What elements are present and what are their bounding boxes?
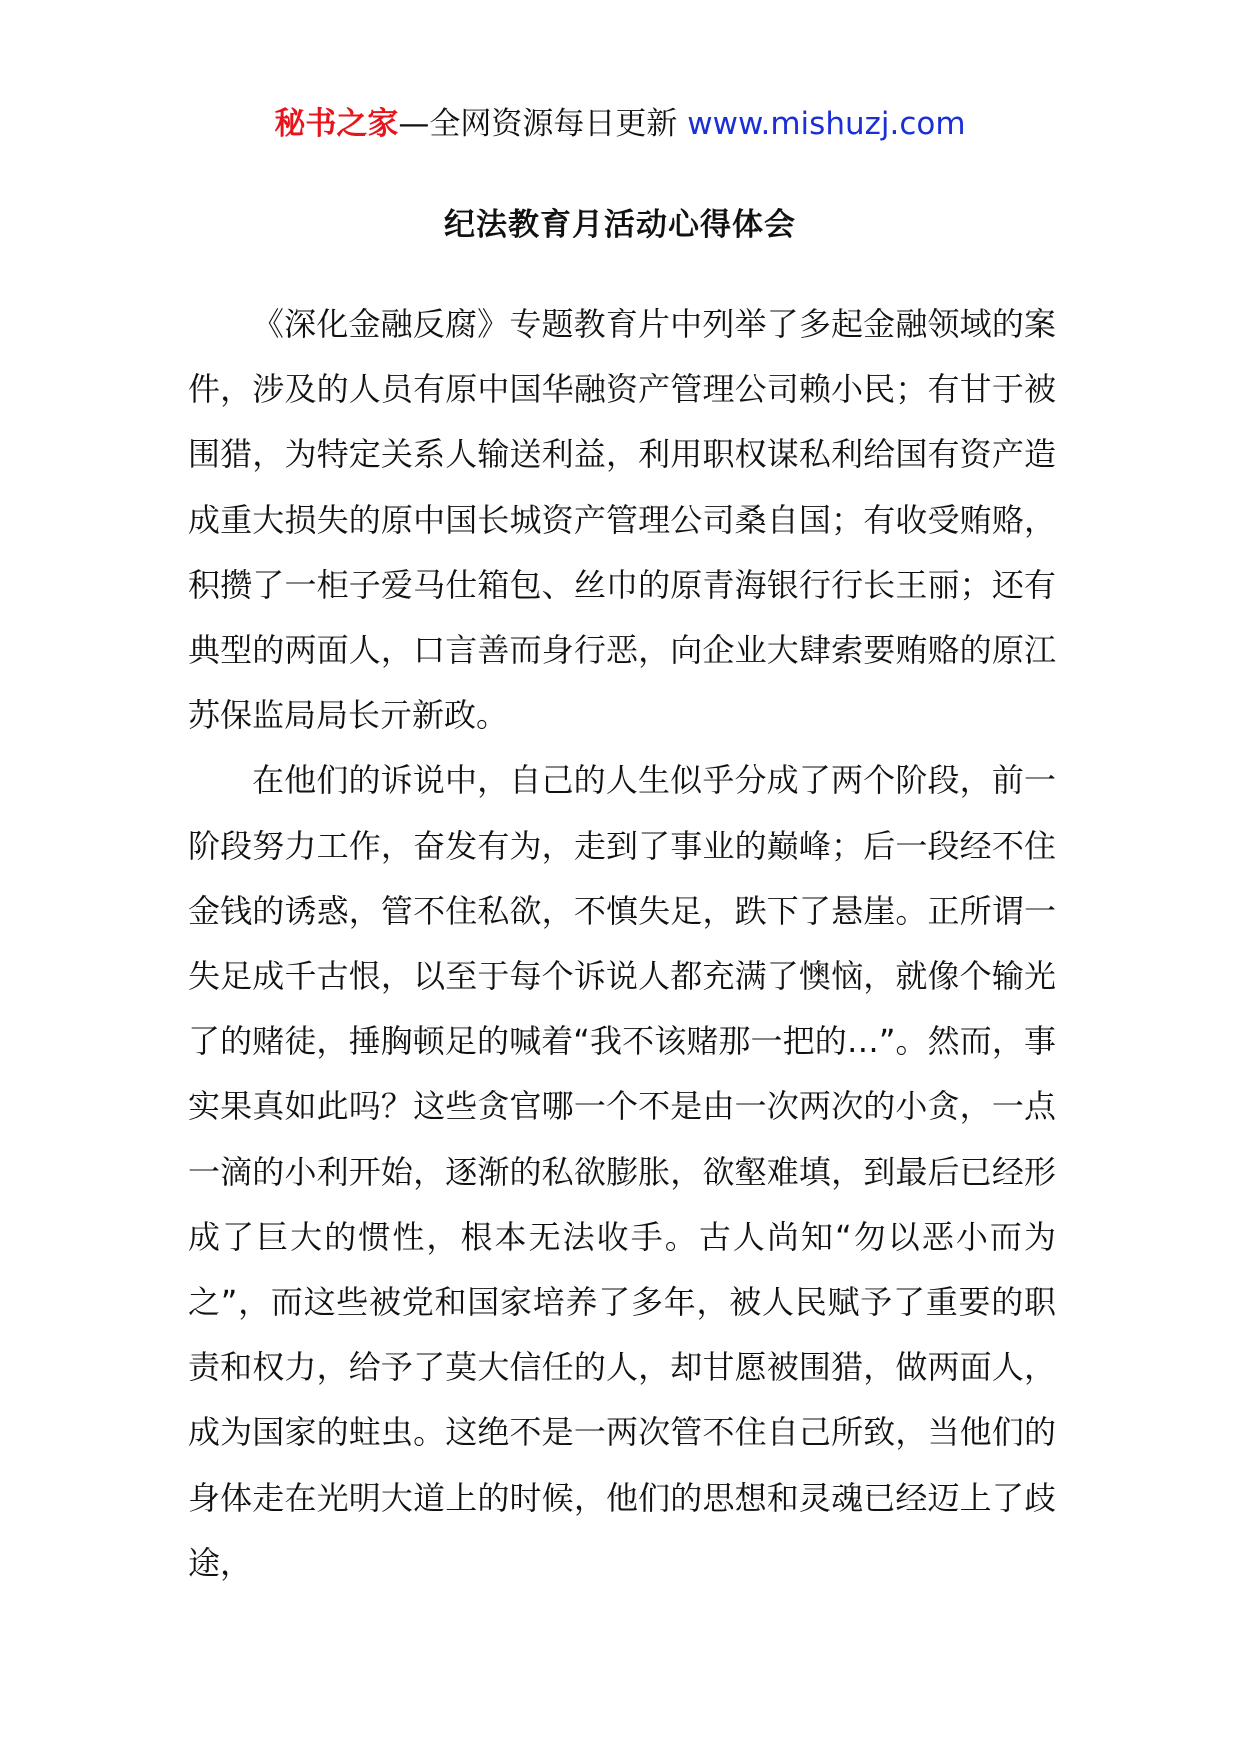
document-body [188,292,1056,1596]
paragraph-1: 《深化金融反腐》专题教育片中列举了多起金融领域的案件，涉及的人员有原中国华融资产管理公司赖小民；有甘于被围猎，为特定关系人输送利益，利用职权谋私利给国有资产造成重大损失的原中国长城资产管理公司桑自国；有收受贿赂，积攒了一柜子爱马仕箱包、丝巾的原青海银行行长王丽；还有典型的两面人，口言善而身行恶，向企业大肆索要贿赂的原江苏保监局局长亓新政。 [188,305,1056,735]
site-banner [0,102,1240,146]
document-title: 纪法教育月活动心得体会 [444,207,796,243]
banner-tagline: —全网资源每日更新 [398,106,678,142]
banner-url-link[interactable]: www.mishuzj.com [687,106,966,142]
banner-brand: 秘书之家 [274,106,399,142]
paragraph-2: 在他们的诉说中，自己的人生似乎分成了两个阶段，前一阶段努力工作，奋发有为，走到了事业的巅峰；后一段经不住金钱的诱惑，管不住私欲，不慎失足，跌下了悬崖。正所谓一失足成千古恨，以至于每个诉说人都充满了懊恼，就像个输光了的赌徒，捶胸顿足的喊着“我不该赌那一把的…”。然而，事实果真如此吗？这些贪官哪一个不是由一次两次的小贪，一点一滴的小利开始，逐渐的私欲膨胀，欲壑难填，到最后已经形成了巨大的惯性，根本无法收手。古人尚知“勿以恶小而为之”，而这些被党和国家培养了多年，被人民赋予了重要的职责和权力，给予了莫大信任的人，却甘愿被围猎，做两面人，成为国家的蛀虫。这绝不是一两次管不住自己所致，当他们的身体走在光明大道上的时候，他们的思想和灵魂已经迈上了歧途， [188,761,1056,1582]
